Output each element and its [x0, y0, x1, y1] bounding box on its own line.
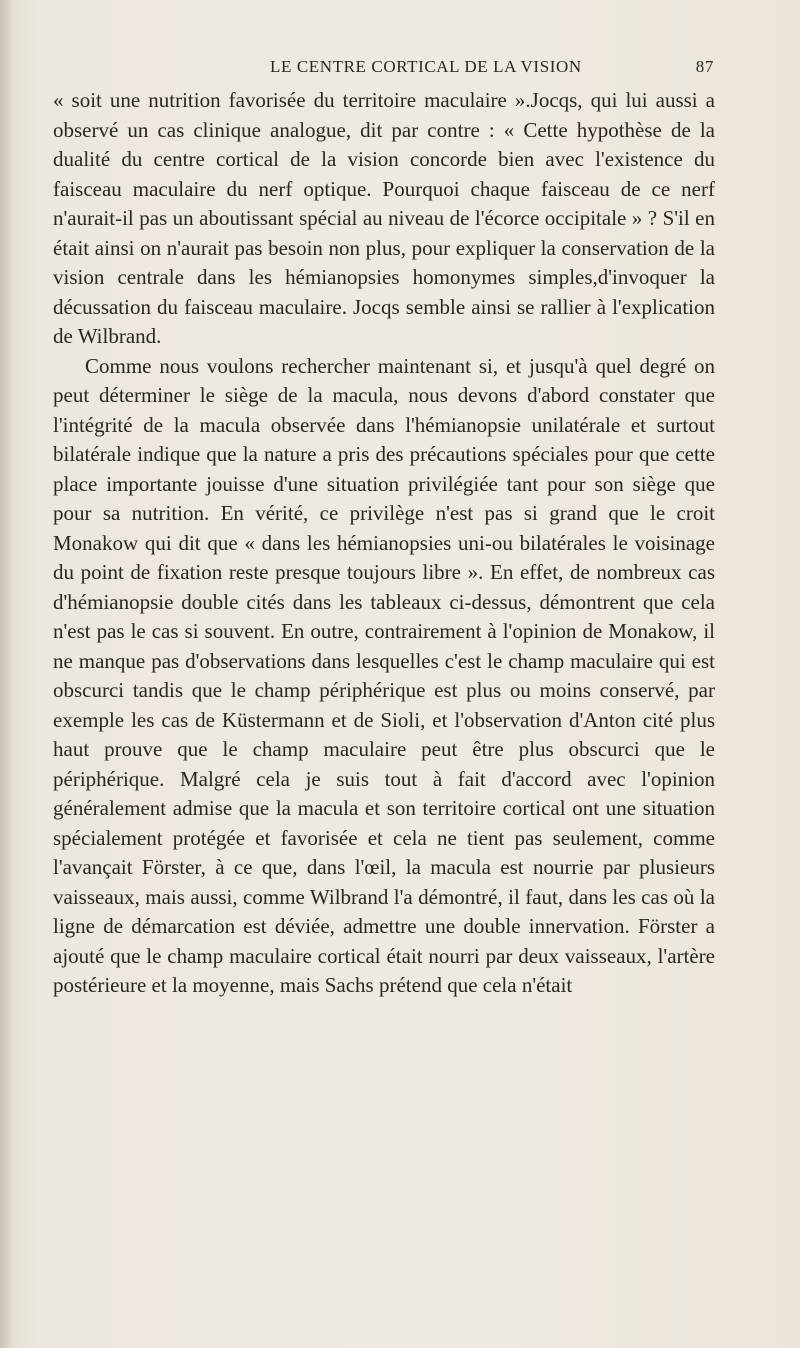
page-edge: [0, 0, 14, 1348]
body-text: [53, 86, 715, 1001]
paragraph-1: « soit une nutrition favorisée du territoire maculaire ».Jocqs, qui lui aussi a observé un cas clinique analogue, dit par contre : « Cette hypothèse de la dualité du centre cortical de la vision concorde bien avec l'existence du faisceau maculaire du nerf optique. Pourquoi chaque faisceau de ce nerf n'aurait-il pas un aboutissant spécial au niveau de l'écorce occipitale » ? S'il en était ainsi on n'aurait pas besoin non plus, pour expliquer la conservation de la vision centrale dans les hémianopsies homonymes simples,d'invoquer la décussation du faisceau maculaire. Jocqs semble ainsi se rallier à l'explication de Wilbrand.: [53, 88, 715, 348]
page-number: 87: [695, 57, 714, 76]
running-head: LE CENTRE CORTICAL DE LA VISION: [270, 57, 582, 76]
page-header: [128, 57, 714, 81]
paragraph-2: Comme nous voulons rechercher maintenant si, et jusqu'à quel degré on peut déterminer le siège de la macula, nous devons d'abord constater que l'intégrité de la macula observée dans l'hémianopsie unilatérale et surtout bilatérale indique que la nature a pris des précautions spéciales pour que cette place importante jouisse d'une situation privilégiée tant pour son siège que pour sa nutrition. En vérité, ce privilège n'est pas si grand que le croit Monakow qui dit que « dans les hémianopsies uni-ou bilatérales le voisinage du point de fixation reste presque toujours libre ». En effet, de nombreux cas d'hémianopsie double cités dans les tableaux ci-dessus, démontrent que cela n'est pas le cas si souvent. En outre, contrairement à l'opinion de Monakow, il ne manque pas d'observations dans lesquelles c'est le champ maculaire qui est obscurci tandis que le champ périphérique est plus ou moins conservé, par exemple les cas de Küstermann et de Sioli, et l'observation d'Anton cité plus haut prouve que le champ maculaire peut être plus obscurci que le périphérique. Malgré cela je suis tout à fait d'accord avec l'opinion généralement admise que la macula et son territoire cortical ont une situation spécialement protégée et favorisée et cela ne tient pas seulement, comme l'avançait Förster, à ce que, dans l'œil, la macula est nourrie par plusieurs vaisseaux, mais aussi, comme Wilbrand l'a démontré, il faut, dans les cas où la ligne de démarcation est déviée, admettre une double innervation. Förster a ajouté que le champ maculaire cortical était nourri par deux vaisseaux, l'artère postérieure et la moyenne, mais Sachs prétend que cela n'était: [53, 353, 715, 997]
